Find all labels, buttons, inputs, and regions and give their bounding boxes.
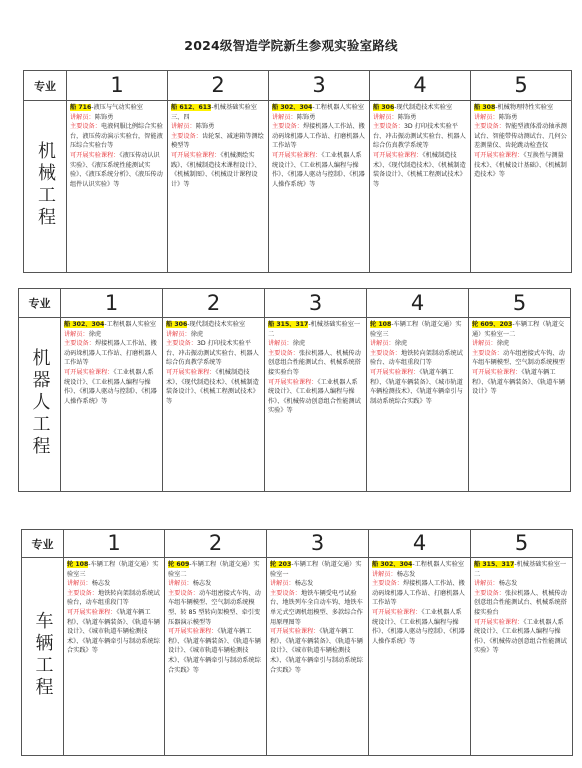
equip-key: 主要设备： <box>166 340 197 348</box>
experiment-text: 《互换性与测量技术》、《机械设计基础》、《机械制造技术》等 <box>474 152 567 179</box>
guide-key: 讲解员： <box>373 113 398 121</box>
guide-key: 讲解员： <box>67 580 92 588</box>
guide-key: 讲解员： <box>270 580 295 588</box>
equip-key: 主要设备： <box>70 123 101 131</box>
document-title: 2024级智造学院新生参观实验室路线 <box>184 38 398 53</box>
equipment-text: 焊接机器人工作站、搬动码垛机器人工作站、打磨机器人工作站等 <box>272 123 365 150</box>
lab-cell <box>471 558 573 756</box>
room-number: 轮 609、203 <box>472 321 513 328</box>
equip-key: 主要设备： <box>474 123 505 131</box>
guide-name: 徐虎 <box>190 330 204 338</box>
experiment-text: 《工业机器人系统设计》、《工业机器人编程与操作》、《机械传动创意组合性能测试实验》等 <box>268 378 361 415</box>
lab-name: -车辆工程（轨道交通）实验室二 <box>168 561 260 578</box>
guide-name: 陈饰勇 <box>498 113 518 121</box>
exp-key: 可开展实验课程： <box>373 152 423 160</box>
lab-name: -工程机器人实验室 <box>412 561 465 568</box>
exp-key: 可开展实验课程： <box>166 369 216 377</box>
guide-name: 陈饰勇 <box>397 113 417 121</box>
guide-key: 讲解员： <box>474 113 499 121</box>
guide-name: 陈饰勇 <box>296 113 316 121</box>
equipment-text: 焊接机器人工作站、搬动码垛机器人工作站、打磨机器人工作站等 <box>372 580 465 607</box>
experiment-text: 《机械制造技术》、《现代制造技术》、《机械制造装备设计》、《机械工程测试技术》等 <box>373 152 466 188</box>
exp-key: 可开展实验课程： <box>472 369 522 377</box>
equip-key: 主要设备： <box>373 123 404 131</box>
guide-name: 陈饰勇 <box>195 123 215 131</box>
equip-key: 主要设备： <box>168 589 199 597</box>
stop-number: 5 <box>469 289 571 318</box>
exp-key: 可开展实验课程： <box>67 609 117 617</box>
guide-key: 讲解员： <box>372 570 397 578</box>
exp-key: 可开展实验课程： <box>268 378 318 386</box>
exp-key: 可开展实验课程： <box>272 152 322 160</box>
experiment-text: 《机械制造技术》、《现代制造技术》、《机械制造装备设计》、《机械工程测试技术》等 <box>166 369 259 405</box>
lab-cell <box>269 101 370 273</box>
equipment-text: 电液伺服比例综合实验台，液压传动演示实验台，智能液压综合实验台等 <box>70 123 163 150</box>
room-number: 船 612、613 <box>171 104 212 111</box>
equip-key: 主要设备： <box>64 340 95 348</box>
guide-key: 讲解员： <box>268 340 293 348</box>
lab-name: -车辆工程（轨道交通）实验室一二 <box>472 321 565 338</box>
stop-number: 2 <box>168 71 269 101</box>
route-table-vehicle <box>21 529 573 756</box>
lab-cell <box>61 318 163 492</box>
guide-name: 陈饰勇 <box>94 113 114 121</box>
guide-name: 徐虎 <box>88 330 102 338</box>
stop-number: 3 <box>265 289 367 318</box>
lab-name: -车辆工程（轨道交通）实验室三 <box>370 321 462 338</box>
lab-name: -机械基础实验室三、四 <box>171 104 257 121</box>
guide-key: 讲解员： <box>64 330 89 338</box>
stop-number: 4 <box>370 71 471 101</box>
experiment-text: 《轨道车辆工程》、《轨道车辆装备》、《轨道车辆设计》、《城市轨道车辆检测技术》、《轨道车辆牵引与制动系统综合实践》等 <box>67 609 160 655</box>
lab-cell <box>265 318 367 492</box>
guide-key: 讲解员： <box>70 113 95 121</box>
room-number: 船 306 <box>373 104 395 111</box>
experiment-text: 《液压传动认识实验》、《液压系统性能测试实验》、《液压系统分析》、《液压传动组件认识实验》等 <box>70 152 163 188</box>
equipment-text: 张拉机器人、机械传动创意组合性能测试台、机械系统搭接实验台等 <box>268 349 361 377</box>
guide-name: 杨志发 <box>396 570 416 578</box>
lab-cell <box>67 101 168 273</box>
lab-name: -工程机器人实验室 <box>104 321 157 328</box>
equip-key: 主要设备： <box>67 589 98 597</box>
equip-key: 主要设备： <box>472 349 503 357</box>
major-name: 机器人工程 <box>19 318 61 492</box>
experiment-text: 《轨道车辆工程》、《轨道车辆装备》、《轨道车辆设计》、《城市轨道车辆检测技术》、《轨道车辆牵引与制动系统综合实践》等 <box>270 628 363 674</box>
exp-key: 可开展实验课程： <box>171 152 221 160</box>
lab-name: -机械物理特性实验室 <box>495 104 554 111</box>
equip-key: 主要设备： <box>270 589 301 597</box>
room-number: 船 315、317 <box>268 321 309 328</box>
guide-key: 讲解员： <box>168 580 193 588</box>
experiment-text: 《轨道车辆工程》、《轨道车辆装备》、《轨道车辆设计》、《城市轨道车辆检测技术》、《轨道车辆牵引与制动系统综合实践》等 <box>168 628 261 674</box>
guide-key: 讲解员： <box>370 340 395 348</box>
experiment-text: 《工业机器人系统设计》、《工业机器人编程与操作》、《机器人驱动与控制》、《机器人操作系统》等 <box>64 369 157 405</box>
room-number: 船 302、304 <box>64 321 105 328</box>
route-table-mechanical <box>23 70 572 273</box>
stop-number: 5 <box>471 71 572 101</box>
stop-number: 4 <box>369 530 471 558</box>
guide-key: 讲解员： <box>474 580 499 588</box>
stop-number: 3 <box>267 530 369 558</box>
experiment-text: 《轨道车辆工程》、《轨道车辆装备》、《城市轨道车辆检测技术》、《轨道车辆牵引与制动系统综合实践》等 <box>370 369 463 405</box>
exp-key: 可开展实验课程： <box>168 628 218 636</box>
room-number: 轮 108 <box>67 561 89 568</box>
equipment-text: 动车组密接式车钩、动车组车辆模型、空气制动系统模型、转 85 型转向架模型、牵引变压器演示模型等 <box>168 589 261 626</box>
lab-cell <box>163 318 265 492</box>
room-number: 船 302、304 <box>372 561 413 568</box>
equipment-text: 焊接机器人工作站、搬动码垛机器人工作站、打磨机器人工作站等 <box>64 340 157 367</box>
lab-name: -现代制造技术实验室 <box>187 321 246 328</box>
stop-number: 1 <box>64 530 165 558</box>
equipment-text: 智能型液体滑动轴承测试台、智能带传动测试台、几何公差测量仪、齿轮跳动检查仪 <box>474 123 567 150</box>
exp-key: 可开展实验课程： <box>372 609 422 617</box>
guide-name: 徐虎 <box>496 340 510 348</box>
experiment-text: 《机械测绘实践》、《机械制造技术课程设计》、《机械制图》、《机械设计课程设计》等 <box>171 152 261 188</box>
lab-name: -现代制造技术实验室 <box>394 104 453 111</box>
room-number: 船 716 <box>70 104 92 111</box>
room-number: 轮 108 <box>370 321 392 328</box>
guide-name: 徐虎 <box>394 340 408 348</box>
stop-number: 2 <box>163 289 265 318</box>
exp-key: 可开展实验课程： <box>474 618 524 626</box>
guide-key: 讲解员： <box>166 330 191 338</box>
experiment-text: 《轨道车辆工程》、《轨道车辆装备》、《轨道车辆设计》等 <box>472 369 565 396</box>
equip-key: 主要设备： <box>171 132 202 140</box>
lab-cell <box>370 101 471 273</box>
equipment-text: 地铁转向架制动系统试验台、动车组重段门等 <box>370 349 463 367</box>
header-major-label: 专业 <box>24 71 67 101</box>
header-major-label: 专业 <box>19 289 61 318</box>
exp-key: 可开展实验课程： <box>70 152 120 160</box>
equipment-text: 张拉机器人、机械传动创意组合性能测试台、机械系统搭接实验台 <box>474 589 567 617</box>
header-major-label: 专业 <box>22 530 64 558</box>
equipment-text: 3D 打印技术实验平台、冲击振动测试实验台、机器人综合仿真教学系统等 <box>373 123 466 150</box>
equipment-text: 3D 打印技术实验平台、冲击振动测试实验台、机器人综合仿真教学系统等 <box>166 340 259 367</box>
stop-number: 4 <box>367 289 469 318</box>
room-number: 船 315、317 <box>474 561 515 568</box>
experiment-text: 《工业机器人系统设计》、《工业机器人编程与操作》、《机器人驱动与控制》、《机器人操作系统》等 <box>372 609 465 645</box>
lab-name: -车辆工程（轨道交通）实验室三 <box>67 561 159 578</box>
equip-key: 主要设备： <box>474 589 505 597</box>
lab-cell <box>469 318 571 492</box>
room-number: 船 302、304 <box>272 104 313 111</box>
guide-name: 杨志发 <box>192 580 212 588</box>
lab-name: -机械基础实验室一二 <box>474 561 567 578</box>
lab-cell <box>64 558 165 756</box>
guide-key: 讲解员： <box>472 340 497 348</box>
guide-key: 讲解员： <box>171 123 196 131</box>
lab-cell <box>367 318 469 492</box>
stop-number: 3 <box>269 71 370 101</box>
experiment-text: 《工业机器人系统设计》、《工业机器人编程与操作》、《机械传动创意组合性能测试实验》等 <box>474 618 567 655</box>
experiment-text: 《工业机器人系统设计》、《工业机器人编程与操作》、《机器人驱动与控制》、《机器人操作系统》等 <box>272 152 365 188</box>
equipment-text: 地铁转向架制动系统试验台，动车组重段门等 <box>67 589 160 607</box>
exp-key: 可开展实验课程： <box>270 628 320 636</box>
lab-cell <box>369 558 471 756</box>
guide-name: 徐虎 <box>292 340 306 348</box>
equipment-text: 齿轮泵、减速箱等测绘模型等 <box>171 132 264 150</box>
room-number: 船 308 <box>474 104 496 111</box>
room-number: 船 306 <box>166 321 188 328</box>
major-name: 机械工程 <box>24 101 67 273</box>
equip-key: 主要设备： <box>272 123 303 131</box>
lab-name: -液压与气动实验室 <box>91 104 143 111</box>
stop-number: 1 <box>67 71 168 101</box>
room-number: 轮 609 <box>168 561 190 568</box>
guide-name: 杨志发 <box>498 580 518 588</box>
lab-name: -工程机器人实验室 <box>312 104 365 111</box>
lab-name: -机械基础实验室一二 <box>268 321 361 338</box>
lab-cell <box>165 558 267 756</box>
equip-key: 主要设备： <box>370 349 401 357</box>
lab-cell <box>267 558 369 756</box>
lab-name: -车辆工程（轨道交通）实验室一 <box>270 561 362 578</box>
stop-number: 2 <box>165 530 267 558</box>
equipment-text: 地铁车辆受电弓试验台、地铁列车全自动车钩、地铁车单元式空调机组模型、多款综合作用原理图等 <box>270 589 363 626</box>
equip-key: 主要设备： <box>372 580 403 588</box>
room-number: 轮 203 <box>270 561 292 568</box>
route-table-robotics <box>18 288 571 492</box>
guide-key: 讲解员： <box>272 113 297 121</box>
guide-name: 杨志发 <box>294 580 314 588</box>
major-name: 车辆工程 <box>22 558 64 756</box>
guide-name: 杨志发 <box>91 580 111 588</box>
stop-number: 1 <box>61 289 163 318</box>
stop-number: 5 <box>471 530 573 558</box>
equipment-text: 动车组密接式车钩、动车组车辆模型、空气制动系统模型 <box>472 349 565 367</box>
lab-cell <box>471 101 572 273</box>
lab-cell <box>168 101 269 273</box>
exp-key: 可开展实验课程： <box>64 369 114 377</box>
exp-key: 可开展实验课程： <box>370 369 420 377</box>
exp-key: 可开展实验课程： <box>474 152 524 160</box>
equip-key: 主要设备： <box>268 349 299 357</box>
